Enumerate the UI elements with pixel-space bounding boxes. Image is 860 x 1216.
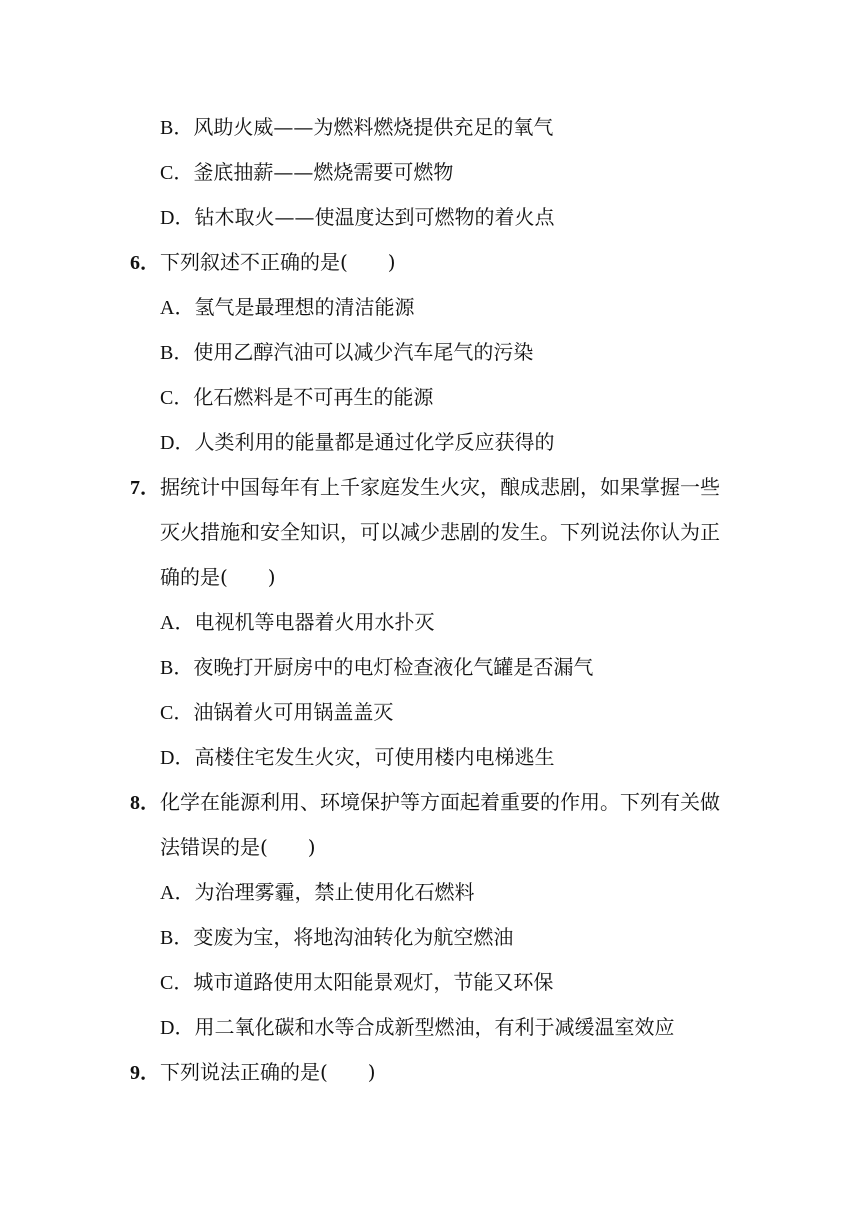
option-label: C． (160, 702, 194, 724)
option-text: 人类利用的能量都是通过化学反应获得的 (194, 430, 555, 454)
option-text: 用二氧化碳和水等合成新型燃油，有利于减缓温室效应 (194, 1015, 675, 1039)
option-d (0, 1005, 860, 1050)
question-9 (0, 1050, 860, 1095)
option-text: 电视机等电器着火用水扑灭 (194, 610, 435, 634)
option-text: 油锅着火可用锅盖盖灭 (193, 700, 394, 724)
option-text: 风助火威——为燃料燃烧提供充足的氧气 (193, 115, 554, 139)
option-text: 钻木取火——使温度达到可燃物的着火点 (194, 205, 555, 229)
question-number: 7． (130, 477, 160, 499)
option-a (0, 600, 860, 645)
question-number: 9． (130, 1062, 160, 1084)
question-continuation (0, 825, 860, 870)
option-label: D． (160, 747, 195, 769)
option-label: D． (160, 207, 195, 229)
option-text: 为治理雾霾，禁止使用化石燃料 (194, 880, 475, 904)
option-a (0, 870, 860, 915)
option-d (0, 195, 860, 240)
question-text: 下列叙述不正确的是( ) (160, 250, 396, 274)
option-c (0, 150, 860, 195)
option-text: 釜底抽薪——燃烧需要可燃物 (193, 160, 454, 184)
option-label: C． (160, 972, 194, 994)
option-label: B． (160, 657, 194, 679)
option-label: A． (160, 612, 195, 634)
question-number: 8． (130, 792, 160, 814)
option-label: B． (160, 117, 194, 139)
option-label: C． (160, 387, 194, 409)
question-7 (0, 465, 860, 510)
question-number: 6． (130, 252, 160, 274)
question-text: 下列说法正确的是( ) (160, 1060, 376, 1084)
option-text: 化石燃料是不可再生的能源 (193, 385, 434, 409)
question-6 (0, 240, 860, 285)
question-text: 法错误的是( ) (160, 835, 316, 859)
question-text: 据统计中国每年有上千家庭发生火灾，酿成悲剧，如果掌握一些 (160, 475, 720, 499)
option-text: 使用乙醇汽油可以减少汽车尾气的污染 (193, 340, 534, 364)
option-label: D． (160, 1017, 195, 1039)
question-text: 灭火措施和安全知识，可以减少悲剧的发生。下列说法你认为正 (160, 520, 720, 544)
option-text: 变废为宝，将地沟油转化为航空燃油 (193, 925, 514, 949)
option-d (0, 735, 860, 780)
option-text: 城市道路使用太阳能景观灯，节能又环保 (193, 970, 554, 994)
option-b (0, 105, 860, 150)
question-text: 确的是( ) (160, 565, 276, 589)
option-a (0, 285, 860, 330)
option-text: 高楼住宅发生火灾，可使用楼内电梯逃生 (194, 745, 555, 769)
option-label: B． (160, 927, 194, 949)
option-text: 氢气是最理想的清洁能源 (194, 295, 415, 319)
option-b (0, 915, 860, 960)
question-text: 化学在能源利用、环境保护等方面起着重要的作用。下列有关做 (160, 790, 720, 814)
option-text: 夜晚打开厨房中的电灯检查液化气罐是否漏气 (193, 655, 594, 679)
option-label: A． (160, 297, 195, 319)
question-continuation (0, 510, 860, 555)
option-c (0, 690, 860, 735)
option-label: A． (160, 882, 195, 904)
option-label: C． (160, 162, 194, 184)
option-b (0, 645, 860, 690)
option-c (0, 960, 860, 1005)
option-c (0, 375, 860, 420)
option-label: D． (160, 432, 195, 454)
question-8 (0, 780, 860, 825)
question-continuation (0, 555, 860, 600)
option-label: B． (160, 342, 194, 364)
option-b (0, 330, 860, 375)
option-d (0, 420, 860, 465)
